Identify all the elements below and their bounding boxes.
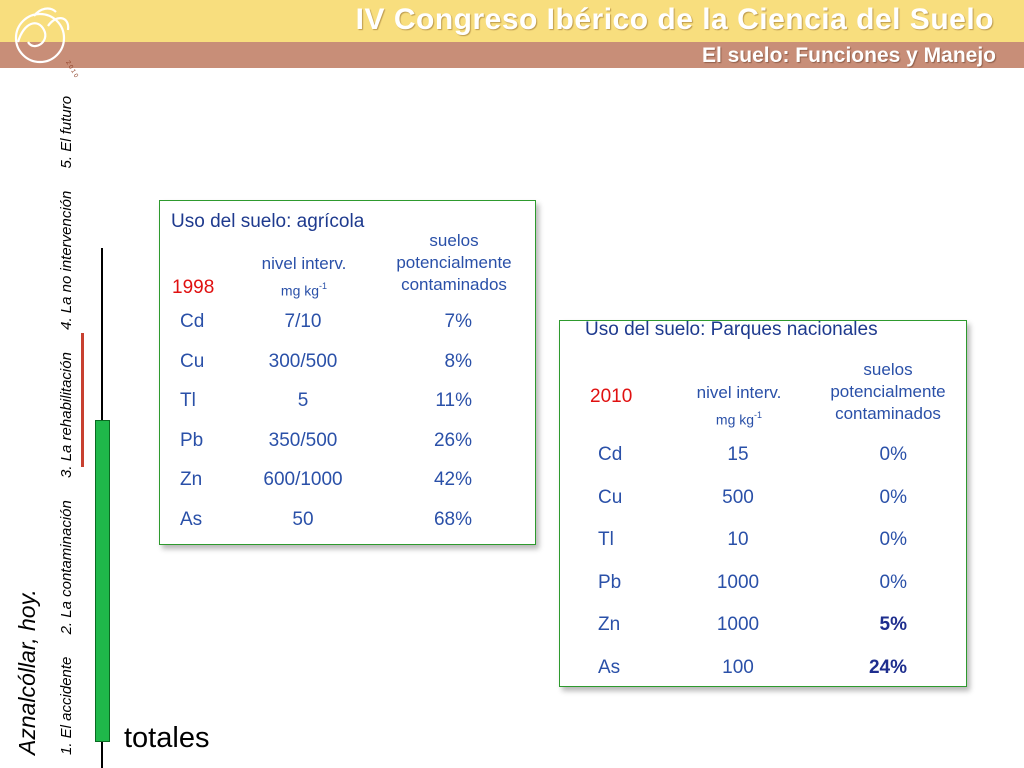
level-cell: 600/1000 bbox=[263, 469, 343, 491]
section-title: Aznalcóllar, hoy. bbox=[14, 589, 40, 755]
element-cell: Cd bbox=[598, 444, 623, 465]
section-nav bbox=[58, 78, 75, 755]
nav-item-accidente[interactable]: 1. El accidente bbox=[58, 656, 75, 755]
element-cell: Cu bbox=[598, 486, 623, 508]
pct-cell: 0% bbox=[879, 529, 907, 551]
level-cell: 300/500 bbox=[268, 350, 338, 372]
table-year: 1998 bbox=[172, 277, 215, 298]
level-cell: 15 bbox=[727, 444, 749, 465]
svg-text:2 0 1 0: 2 0 1 0 bbox=[64, 60, 79, 79]
pct-cell: 0% bbox=[879, 444, 907, 465]
table-agricola bbox=[159, 200, 536, 545]
table-year: 2010 bbox=[590, 386, 633, 407]
pct-cell: 42% bbox=[433, 469, 472, 491]
element-cell: Zn bbox=[598, 614, 621, 636]
level-cell: 10 bbox=[727, 529, 749, 551]
timeline-progress-bar bbox=[95, 420, 110, 742]
pct-cell: 5% bbox=[879, 614, 907, 636]
page-subtitle: El suelo: Funciones y Manejo bbox=[701, 44, 996, 67]
pct-cell: 68% bbox=[433, 509, 472, 530]
element-cell: Cu bbox=[180, 350, 205, 372]
element-cell: Zn bbox=[180, 469, 203, 491]
element-cell: As bbox=[598, 657, 621, 678]
element-cell: As bbox=[180, 509, 203, 530]
level-cell: 100 bbox=[722, 657, 754, 678]
element-cell: Pb bbox=[598, 571, 622, 593]
level-cell: 1000 bbox=[716, 571, 760, 593]
congress-logo-icon bbox=[4, 2, 82, 79]
pct-cell: 7% bbox=[444, 311, 472, 332]
table-title: Uso del suelo: Parques nacionales bbox=[585, 319, 878, 340]
level-cell: 500 bbox=[722, 486, 754, 508]
element-cell: Tl bbox=[180, 390, 196, 412]
pct-cell: 0% bbox=[879, 571, 907, 593]
level-header: nivel interv. mg $kg^{-1}$ bbox=[261, 254, 347, 299]
element-cell: Cd bbox=[180, 311, 205, 332]
level-cell: 7/10 bbox=[284, 311, 322, 332]
pct-header: suelos potencialmente contaminados bbox=[830, 360, 946, 423]
nav-item-rehabilitacion[interactable]: 3. La rehabilitación bbox=[58, 352, 75, 478]
nav-item-no-intervencion[interactable]: 4. La no intervención bbox=[58, 190, 75, 330]
pct-cell: 8% bbox=[444, 350, 472, 372]
element-cell: Pb bbox=[180, 429, 204, 451]
pct-cell: 11% bbox=[435, 390, 472, 412]
nav-item-futuro[interactable]: 5. El futuro bbox=[58, 95, 75, 169]
pct-header: suelos potencialmente contaminados bbox=[396, 231, 512, 294]
table-parques-nacionales bbox=[559, 320, 967, 687]
nav-item-contaminacion[interactable]: 2. La contaminación bbox=[58, 500, 75, 635]
element-cell: Tl bbox=[598, 529, 614, 551]
level-cell: 1000 bbox=[716, 614, 760, 636]
current-section-marker bbox=[81, 333, 84, 467]
pct-cell: 24% bbox=[868, 657, 907, 678]
pct-cell: 26% bbox=[433, 429, 472, 451]
page-title: IV Congreso Ibérico de la Ciencia del Suelo bbox=[355, 3, 994, 36]
level-cell: 50 bbox=[292, 509, 314, 530]
pct-cell: 0% bbox=[879, 486, 907, 508]
timeline-label: totales bbox=[124, 722, 210, 754]
level-header: nivel interv. mg $kg^{-1}$ bbox=[696, 383, 782, 428]
level-cell: 5 bbox=[297, 390, 309, 412]
table-title: Uso del suelo: agrícola bbox=[171, 211, 365, 232]
level-cell: 350/500 bbox=[268, 429, 338, 451]
